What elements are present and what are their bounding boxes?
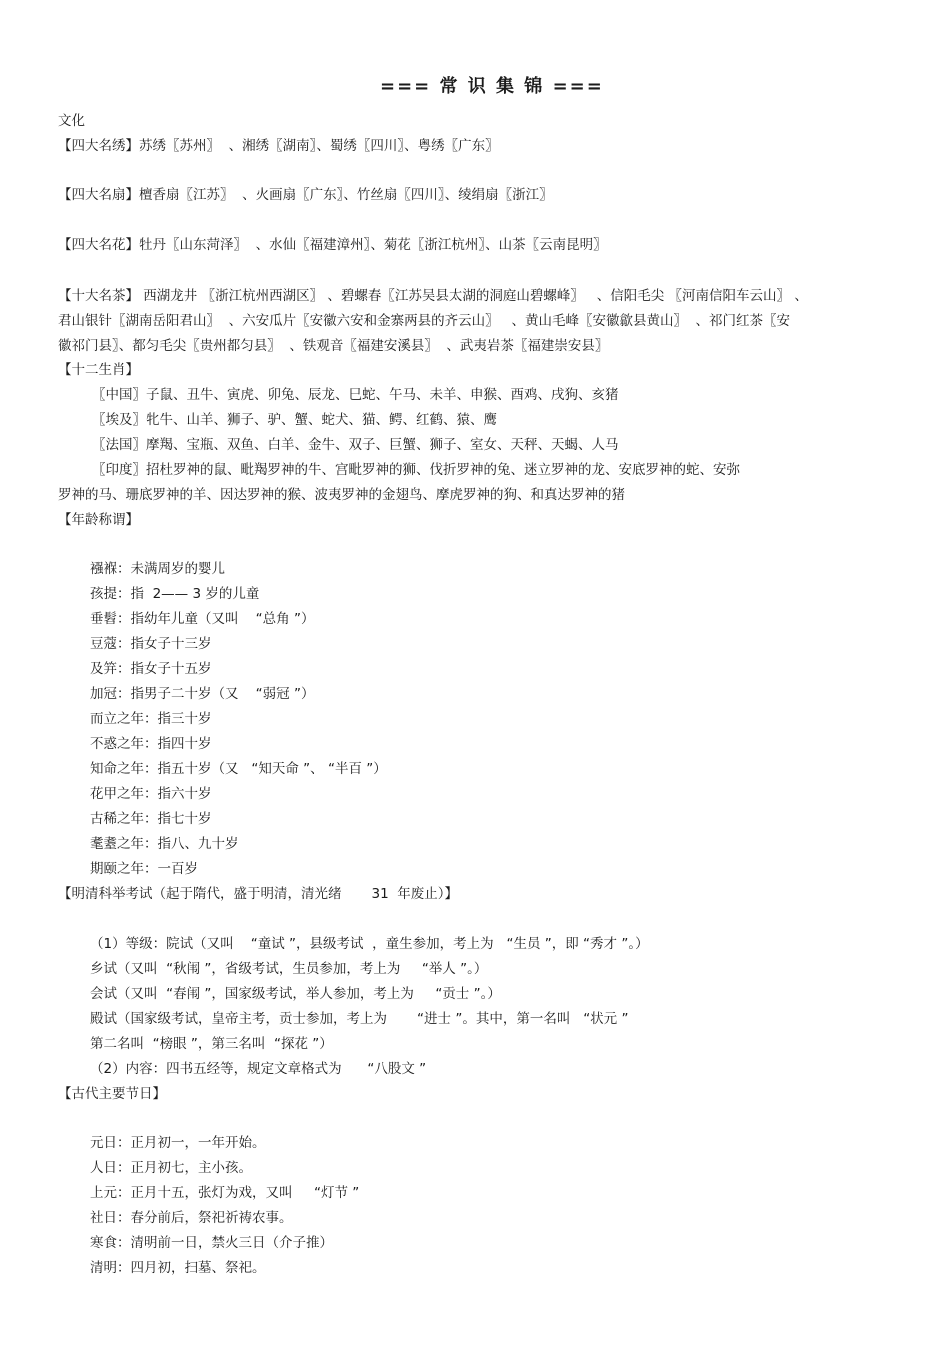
zodiac-egypt: 〖埃及〗牝牛、山羊、狮子、驴、蟹、蛇犬、猫、鳄、红鹤、猿、鹰 <box>92 412 497 428</box>
exam-item: 会试（又叫 “春闱 ”，国家级考试，举人参加，考上为 “贡士 ”。） <box>90 986 501 1002</box>
age-item: 孩提：指 2—— 3 岁的儿童 <box>90 586 260 602</box>
exam-item: 乡试（又叫 “秋闱 ”，省级考试，生员参加，考上为 “举人 ”。） <box>90 961 488 977</box>
tea-line-3: 徽祁门县〗、都匀毛尖〖贵州都匀县〗 、铁观音〖福建安溪县〗 、武夷岩茶〖福建崇安县〗 <box>58 338 609 354</box>
age-item: 襁褓：未满周岁的婴儿 <box>90 561 225 577</box>
age-item: 及笄：指女子十五岁 <box>90 661 212 677</box>
festival-item: 上元：正月十五，张灯为戏，又叫 “灯节 ” <box>90 1185 360 1201</box>
age-item: 期颐之年：一百岁 <box>90 861 198 877</box>
age-item: 加冠：指男子二十岁（又 “弱冠 ”） <box>90 686 315 702</box>
festival-item: 寒食：清明前一日，禁火三日（介子推） <box>90 1235 333 1251</box>
age-item: 耄耋之年：指八、九十岁 <box>90 836 239 852</box>
age-item: 豆蔻：指女子十三岁 <box>90 636 212 652</box>
exam-item: （1）等级：院试（又叫 “童试 ”，县级考试 ，童生参加，考上为 “生员 ”，即 “秀才 ”。） <box>90 936 649 952</box>
age-item: 花甲之年：指六十岁 <box>90 786 212 802</box>
zodiac-india-2: 罗神的马、珊底罗神的羊、因达罗神的猴、波夷罗神的金翅鸟、摩虎罗神的狗、和真达罗神的猪 <box>58 487 625 503</box>
festival-item: 人日：正月初七，主小孩。 <box>90 1160 252 1176</box>
age-item: 知命之年：指五十岁（又 “知天命 ”、 “半百 ”） <box>90 761 387 777</box>
fans-line: 【四大名扇】檀香扇〖江苏〗 、火画扇〖广东〗、竹丝扇〖四川〗、绫绢扇〖浙江〗 <box>58 187 553 203</box>
age-item: 古稀之年：指七十岁 <box>90 811 212 827</box>
section-culture: 文化 <box>58 113 85 129</box>
zodiac-france: 〖法国〗摩羯、宝瓶、双鱼、白羊、金牛、双子、巨蟹、狮子、室女、天秤、天蝎、人马 <box>92 437 619 453</box>
embroidery-line: 【四大名绣】苏绣〖苏州〗 、湘绣〖湖南〗、蜀绣〖四川〗、粤绣〖广东〗 <box>58 138 499 154</box>
age-heading: 【年龄称谓】 <box>58 512 139 528</box>
exam-heading: 【明清科举考试（起于隋代，盛于明清，清光绪 31 年废止）】 <box>58 886 459 902</box>
page-title: === 常 识 集 锦 === <box>380 76 604 97</box>
festival-item: 清明：四月初，扫墓、祭祀。 <box>90 1260 266 1276</box>
zodiac-heading: 【十二生肖】 <box>58 362 139 378</box>
festival-item: 社日：春分前后，祭祀祈祷农事。 <box>90 1210 293 1226</box>
flowers-line: 【四大名花】牡丹〖山东菏泽〗 、水仙〖福建漳州〗、菊花〖浙江杭州〗、山茶〖云南昆明〗 <box>58 237 607 253</box>
zodiac-india-1: 〖印度〗招杜罗神的鼠、毗羯罗神的牛、宫毗罗神的狮、伐折罗神的兔、迷立罗神的龙、安底罗神的蛇、安弥 <box>92 462 740 478</box>
age-item: 而立之年：指三十岁 <box>90 711 212 727</box>
age-item: 垂髫：指幼年儿童（又叫 “总角 ”） <box>90 611 315 627</box>
tea-line-2: 君山银针〖湖南岳阳君山〗 、六安瓜片〖安徽六安和金寨两县的齐云山〗 、黄山毛峰〖安徽歙县黄山〗 、祁门红茶〖安 <box>58 313 791 329</box>
festival-item: 元日：正月初一，一年开始。 <box>90 1135 266 1151</box>
exam-item: 殿试（国家级考试，皇帝主考，贡士参加，考上为 “进士 ”。其中，第一名叫 “状元 ” <box>90 1011 629 1027</box>
zodiac-china: 〖中国〗子鼠、丑牛、寅虎、卯兔、辰龙、巳蛇、午马、未羊、申猴、酉鸡、戌狗、亥猪 <box>92 387 619 403</box>
exam-item: 第二名叫 “榜眼 ”，第三名叫 “探花 ”） <box>90 1036 333 1052</box>
tea-line-1: 【十大名茶】 西湖龙井 〖浙江杭州西湖区〗 、碧螺春〖江苏吴县太湖的洞庭山碧螺峰〗 、信阳毛尖 〖河南信阳车云山〗 、 <box>58 288 808 304</box>
age-item: 不惑之年：指四十岁 <box>90 736 212 752</box>
exam-item: （2）内容：四书五经等，规定文章格式为 “八股文 ” <box>90 1061 427 1077</box>
festival-heading: 【古代主要节日】 <box>58 1086 166 1102</box>
